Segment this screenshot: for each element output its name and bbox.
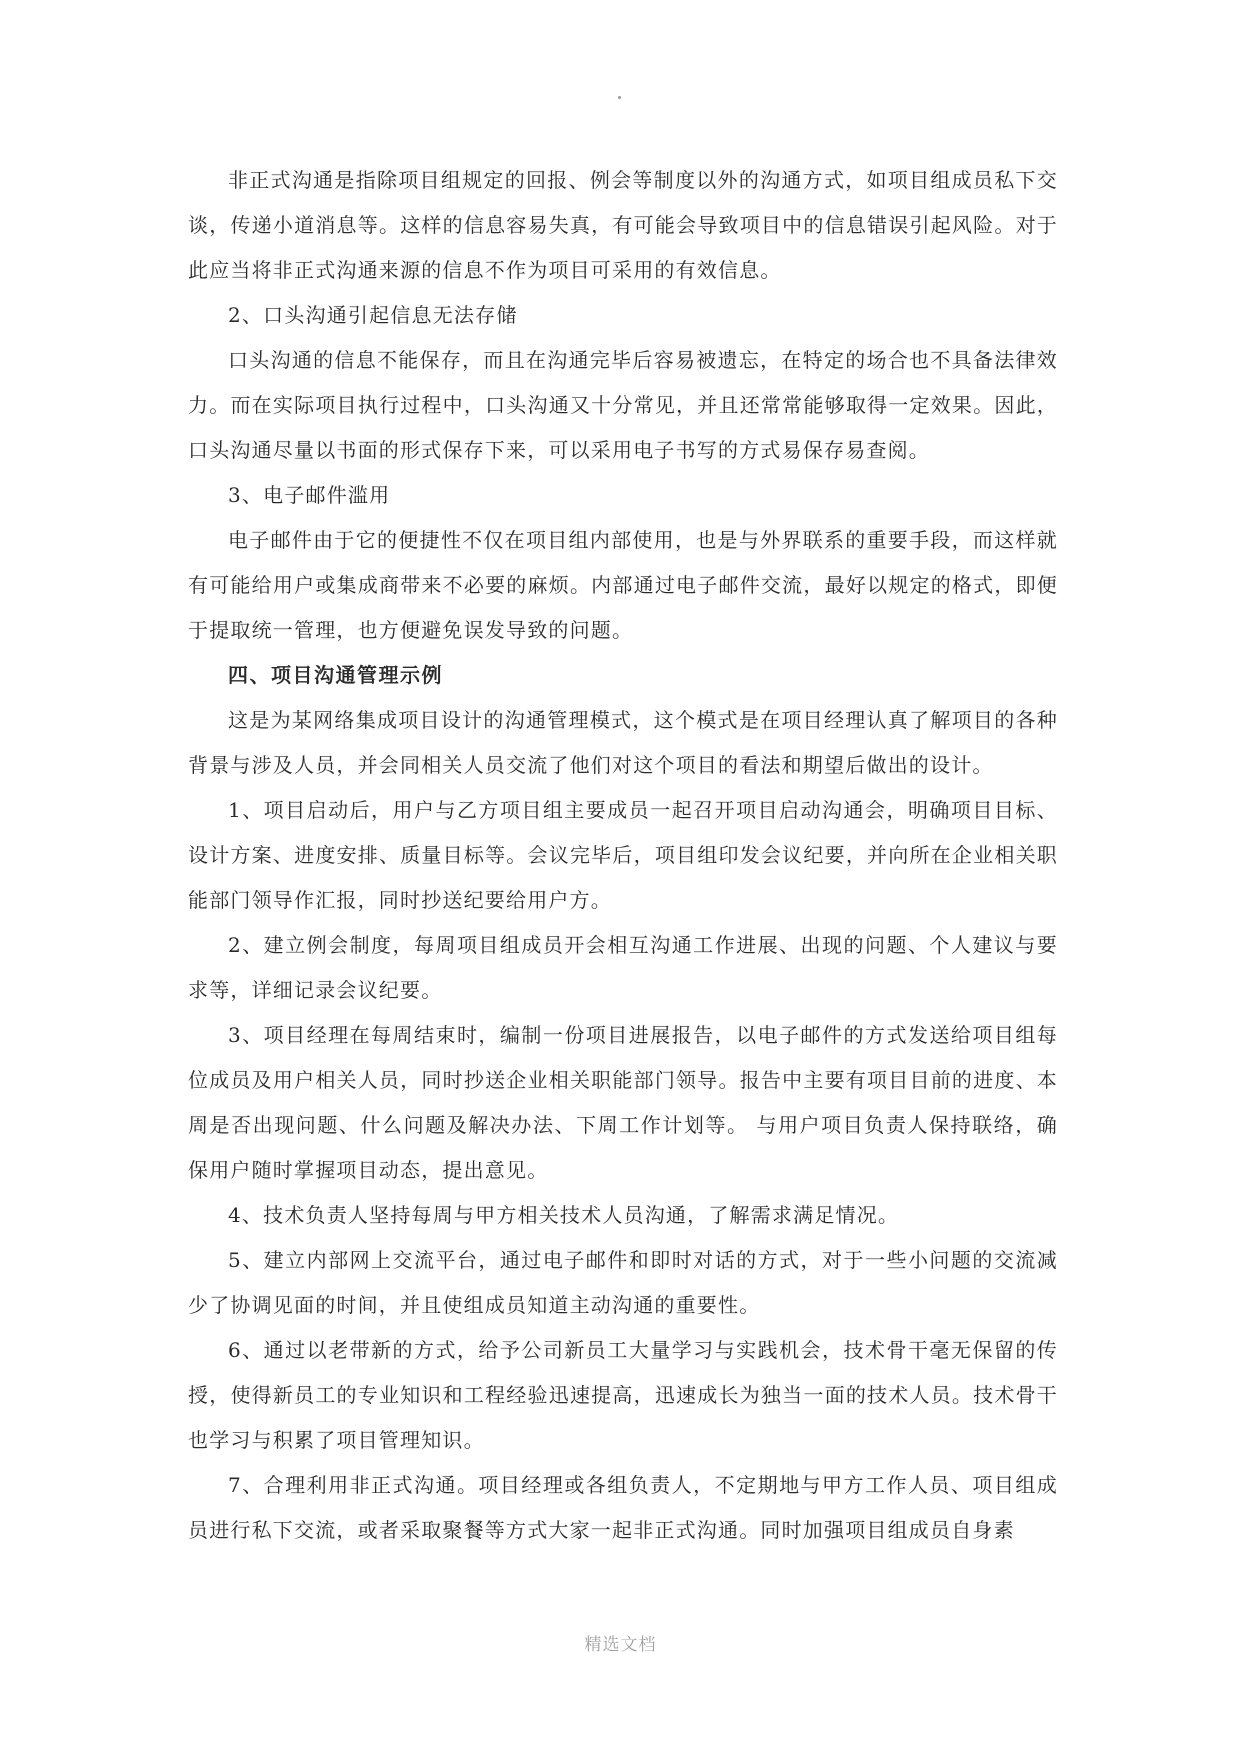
list-item-3: 3、项目经理在每周结束时，编制一份项目进展报告，以电子邮件的方式发送给项目组每位成员及用户相关人员，同时抄送企业相关职能部门领导。报告中主要有项目目前的进度、本周是否出现问题、什么问题及解决办法、下周工作计划等。 与用户项目负责人保持联络，确保用户随时掌握项目动态，提出意见。 bbox=[188, 1023, 1058, 1182]
paragraph-oral-communication: 口头沟通的信息不能保存，而且在沟通完毕后容易被遗忘，在特定的场合也不具备法律效力。而在实际项目执行过程中，口头沟通又十分常见，并且还常常能够取得一定效果。因此，口头沟通尽量以书面的形式保存下来，可以采用电子书写的方式易保存易查阅。 bbox=[188, 348, 1058, 462]
list-item-4: 4、技术负责人坚持每周与甲方相关技术人员沟通，了解需求满足情况。 bbox=[228, 1203, 900, 1227]
list-item-7: 7、合理利用非正式沟通。项目经理或各组负责人，不定期地与甲方工作人员、项目组成员进行私下交流，或者采取聚餐等方式大家一起非正式沟通。同时加强项目组成员自身素 bbox=[188, 1473, 1058, 1542]
subheading-oral-communication: 2、口头沟通引起信息无法存储 bbox=[228, 303, 518, 327]
section-heading-example: 四、项目沟通管理示例 bbox=[228, 663, 443, 687]
list-item-1: 1、项目启动后，用户与乙方项目组主要成员一起召开项目启动沟通会，明确项目目标、设计方案、进度安排、质量目标等。会议完毕后，项目组印发会议纪要，并向所在企业相关职能部门领导作汇报，同时抄送纪要给用户方。 bbox=[188, 798, 1058, 912]
paragraph-email-abuse: 电子邮件由于它的便捷性不仅在项目组内部使用，也是与外界联系的重要手段，而这样就有可能给用户或集成商带来不必要的麻烦。内部通过电子邮件交流，最好以规定的格式，即便于提取统一管理，也方便避免误发导致的问题。 bbox=[188, 528, 1058, 642]
paragraph-informal-communication: 非正式沟通是指除项目组规定的回报、例会等制度以外的沟通方式，如项目组成员私下交谈，传递小道消息等。这样的信息容易失真，有可能会导致项目中的信息错误引起风险。对于此应当将非正式沟通来源的信息不作为项目可采用的有效信息。 bbox=[188, 168, 1058, 282]
list-item-2: 2、建立例会制度，每周项目组成员开会相互沟通工作进展、出现的问题、个人建议与要求等，详细记录会议纪要。 bbox=[188, 933, 1058, 1002]
header-dot bbox=[618, 96, 621, 99]
paragraph-example-intro: 这是为某网络集成项目设计的沟通管理模式，这个模式是在项目经理认真了解项目的各种背景与涉及人员，并会同相关人员交流了他们对这个项目的看法和期望后做出的设计。 bbox=[188, 708, 1058, 777]
list-item-6: 6、通过以老带新的方式，给予公司新员工大量学习与实践机会，技术骨干毫无保留的传授，使得新员工的专业知识和工程经验迅速提高，迅速成长为独当一面的技术人员。技术骨干也学习与积累了项目管理知识。 bbox=[188, 1338, 1058, 1452]
page-footer-label: 精选文档 bbox=[584, 1635, 657, 1655]
list-item-5: 5、建立内部网上交流平台，通过电子邮件和即时对话的方式，对于一些小问题的交流减少了协调见面的时间，并且使组成员知道主动沟通的重要性。 bbox=[188, 1248, 1058, 1317]
subheading-email-abuse: 3、电子邮件滥用 bbox=[228, 483, 391, 507]
document-body bbox=[188, 158, 1058, 1553]
